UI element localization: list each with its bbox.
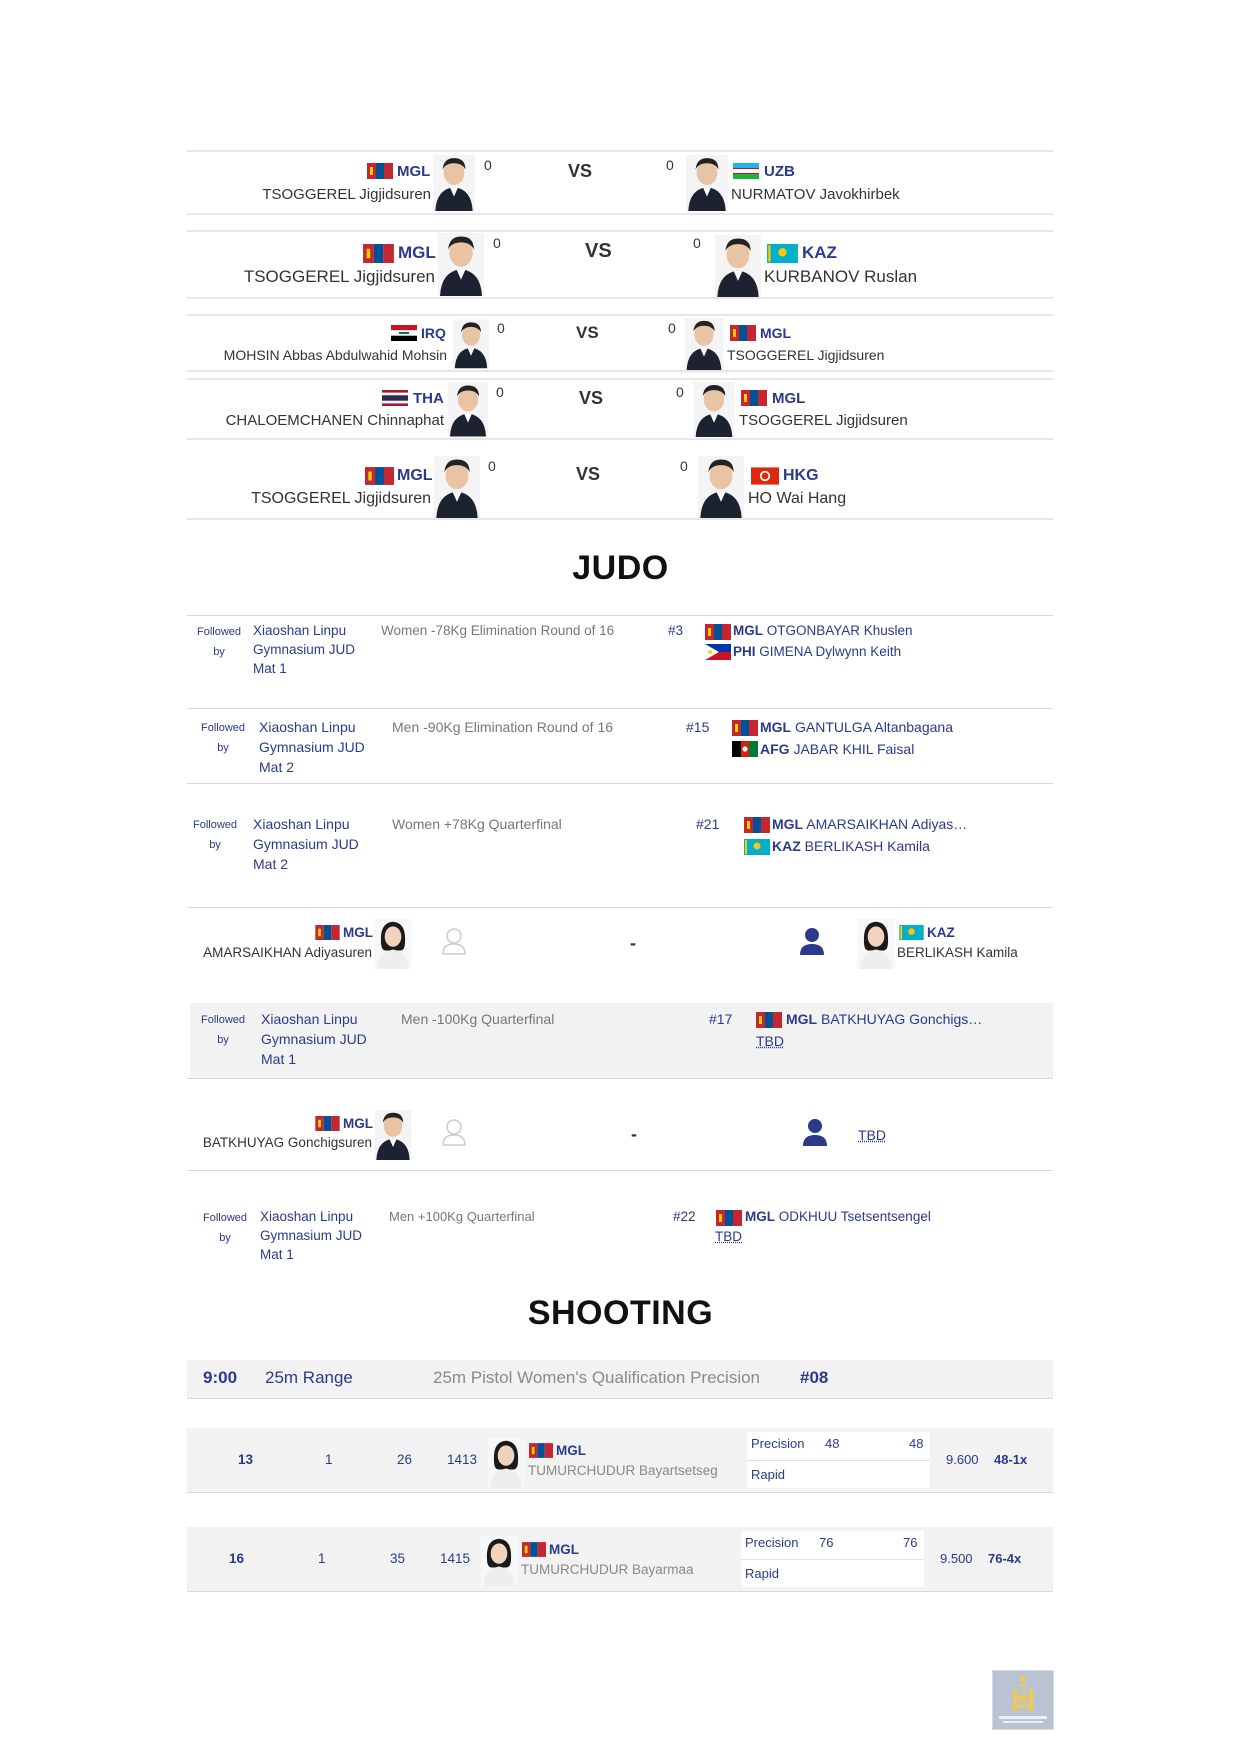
afg-flag-icon [732,741,758,757]
user-icon [802,1118,828,1146]
right-athlete-name[interactable]: HO Wai Hang [748,490,847,507]
athlete-photo [693,382,735,437]
left-country-code: MGL [398,243,436,262]
athlete-name[interactable]: TUMURCHUDUR Bayartsetseg [528,1463,718,1478]
event-name: 25m Pistol Women's Qualification Precision [433,1368,761,1387]
match-number: #15 [686,719,710,735]
left-athlete-name[interactable]: TSOGGEREL Jigjidsuren [262,186,431,203]
divider [187,297,1053,299]
entry-2[interactable]: KAZ BERLIKASH Kamila [772,838,930,854]
venue[interactable]: Xiaoshan Linpu Gymnasium JUD Mat 1 [261,1011,367,1067]
divider [187,518,1053,520]
left-score: 0 [484,157,492,173]
right-athlete-name[interactable]: NURMATOV Javokhirbek [731,186,900,203]
event-name: Men -90Kg Elimination Round of 16 [392,719,614,735]
mgl-flag-icon [716,1210,742,1226]
precision-value: 76 [819,1535,834,1550]
divider [187,370,1053,372]
firing-point: 35 [390,1551,406,1566]
result: 48-1x [994,1452,1028,1467]
left-athlete-name[interactable]: TSOGGEREL Jigjidsuren [243,267,435,286]
kaz-flag-icon [744,839,770,855]
right-athlete-name[interactable]: KURBANOV Ruslan [764,267,918,286]
right-score: 0 [666,157,674,173]
left-country-code: MGL [397,163,431,180]
left-athlete-name[interactable]: BATKHUYAG Gonchigsuren [202,1135,372,1150]
divider [187,907,1053,908]
athlete-photo [432,155,476,211]
athlete-photo [713,235,763,297]
mgl-flag-icon [730,325,756,341]
user-icon [799,927,825,955]
section-title-judo: JUDO [572,549,669,587]
athlete-photo [685,155,729,211]
government-logo [992,1670,1054,1730]
event-name: Women -78Kg Elimination Round of 16 [381,623,615,638]
left-athlete-name[interactable]: CHALOEMCHANEN Chinnaphat [225,412,444,429]
bib: 1415 [440,1551,471,1566]
match-number: #08 [800,1368,829,1387]
mgl-flag-icon [741,390,767,406]
kaz-flag-icon [899,925,924,940]
vs-label: VS [576,323,599,342]
divider [187,150,1053,152]
event-name: Men -100Kg Quarterfinal [401,1011,555,1027]
left-score: 0 [488,458,496,474]
entry-1[interactable]: MGL GANTULGA Altanbagana [760,719,953,735]
tbd-link[interactable]: TBD [715,1229,742,1244]
event-time: 9:00 [203,1368,238,1387]
followed-label: Followed by [192,819,238,851]
event-name: Men +100Kg Quarterfinal [389,1209,535,1224]
divider [187,438,1053,440]
left-country-code: MGL [343,925,373,940]
mgl-flag-icon [756,1012,782,1028]
mgl-flag-icon [744,817,770,833]
left-score: 0 [496,384,504,400]
followed-label: Followed by [200,722,246,754]
mgl-flag-icon [732,720,758,736]
right-score: 0 [680,458,688,474]
event-venue[interactable]: 25m Range [265,1368,353,1387]
precision-label: Precision [751,1436,805,1451]
right-country-code: UZB [764,163,795,180]
athlete-photo [437,233,485,296]
entry-2[interactable]: AFG JABAR KHIL Faisal [760,741,915,757]
venue[interactable]: Xiaoshan Linpu Gymnasium JUD Mat 1 [253,623,356,676]
rapid-label: Rapid [751,1467,785,1482]
athlete-photo [684,318,724,370]
mgl-flag-icon [522,1542,546,1557]
uzb-flag-icon [733,163,759,179]
right-score: 0 [668,320,676,336]
precision-value: 48 [825,1436,840,1451]
phi-flag-icon [705,644,731,660]
athlete-photo [374,919,412,969]
left-athlete-name[interactable]: TSOGGEREL Jigjidsuren [251,490,431,507]
vs-label: VS [579,388,604,408]
venue[interactable]: Xiaoshan Linpu Gymnasium JUD Mat 2 [253,816,359,872]
event-name: Women +78Kg Quarterfinal [392,816,562,832]
venue[interactable]: Xiaoshan Linpu Gymnasium JUD Mat 1 [260,1209,363,1262]
right-country-code: KAZ [927,925,955,940]
average: 9.600 [946,1452,979,1467]
divider [187,783,1053,784]
venue[interactable]: Xiaoshan Linpu Gymnasium JUD Mat 2 [259,719,365,775]
divider [187,230,1053,232]
mgl-flag-icon [315,925,340,940]
soyombo-icon [993,1671,1053,1729]
athlete-photo [453,318,489,370]
left-country-code: IRQ [421,325,446,341]
divider [747,1460,930,1461]
left-country-code: MGL [343,1116,373,1131]
athlete-photo [434,456,480,518]
precision-label: Precision [745,1535,799,1550]
divider [187,314,1053,316]
right-athlete-name[interactable]: TSOGGEREL Jigjidsuren [739,412,908,429]
country-code: MGL [556,1443,586,1458]
followed-label: Followed by [196,626,242,658]
athlete-photo [448,382,488,437]
entry-1[interactable]: MGL BATKHUYAG Gonchigs… [786,1011,983,1027]
vs-label: VS [568,161,593,181]
athlete-photo [480,1536,518,1586]
hkg-flag-icon [751,467,779,485]
bib: 1413 [447,1452,478,1467]
dash-label: - [631,1124,637,1144]
divider [187,1591,1053,1592]
entry-1[interactable]: MGL OTGONBAYAR Khuslen [733,623,913,638]
divider [741,1559,924,1560]
mgl-flag-icon [529,1443,553,1458]
precision-total: 76 [903,1535,918,1550]
followed-label: Followed by [200,1014,246,1046]
match-number: #17 [709,1011,733,1027]
relay: 1 [318,1551,326,1566]
vs-label: VS [585,240,612,262]
mgl-flag-icon [365,467,394,485]
left-score: 0 [497,320,505,336]
divider [187,378,1053,380]
entry-2[interactable]: PHI GIMENA Dylwynn Keith [733,644,902,659]
irq-flag-icon [391,325,417,341]
match-number: #21 [696,816,720,832]
left-score: 0 [493,235,501,251]
section-title-shooting: SHOOTING [527,1294,714,1332]
divider [187,1492,1053,1493]
mgl-flag-icon [705,624,731,640]
athlete-photo [374,1110,412,1160]
followed-label: Followed by [202,1212,248,1244]
rapid-label: Rapid [745,1566,779,1581]
right-score: 0 [676,384,684,400]
result: 76-4x [988,1551,1022,1566]
right-athlete-name[interactable]: TSOGGEREL Jigjidsuren [727,347,885,363]
kaz-flag-icon [767,244,798,263]
divider [187,213,1053,215]
rank: 13 [238,1452,254,1467]
firing-point: 26 [397,1452,413,1467]
left-country-code: MGL [397,467,433,484]
tbd-link[interactable]: TBD [756,1033,784,1049]
user-outline-icon [441,927,467,955]
relay: 1 [325,1452,333,1467]
left-country-code: THA [413,390,444,407]
mgl-flag-icon [367,163,393,179]
athlete-name[interactable]: TUMURCHUDUR Bayarmaa [521,1562,694,1577]
right-country-code: HKG [783,467,819,484]
mgl-flag-icon [315,1116,340,1131]
left-athlete-name[interactable]: AMARSAIKHAN Adiyasuren [203,945,372,960]
tbd-link[interactable]: TBD [858,1127,886,1143]
rank: 16 [229,1551,245,1566]
match-number: #3 [668,623,684,638]
dash-label: - [630,933,636,953]
divider [187,1170,1053,1171]
average: 9.500 [940,1551,973,1566]
right-athlete-name[interactable]: BERLIKASH Kamila [897,945,1018,960]
vs-label: VS [576,464,601,484]
athlete-photo [857,919,895,969]
divider [187,1398,1053,1399]
divider [187,615,1053,616]
athlete-photo [698,456,744,518]
divider [187,1078,1053,1079]
athlete-photo [487,1438,525,1488]
match-number: #22 [673,1209,696,1224]
divider [187,708,1053,709]
right-country-code: MGL [760,325,792,341]
country-code: MGL [549,1542,579,1557]
right-country-code: KAZ [802,243,837,262]
user-outline-icon [441,1118,467,1146]
mgl-flag-icon [363,244,394,263]
right-country-code: MGL [772,390,806,407]
precision-total: 48 [909,1436,924,1451]
entry-1[interactable]: MGL ODKHUU Tsetsentsengel [745,1209,931,1224]
tha-flag-icon [382,390,408,406]
left-athlete-name[interactable]: MOHSIN Abbas Abdulwahid Mohsin [223,347,447,363]
entry-1[interactable]: MGL AMARSAIKHAN Adiyas… [772,816,968,832]
right-score: 0 [693,235,701,251]
